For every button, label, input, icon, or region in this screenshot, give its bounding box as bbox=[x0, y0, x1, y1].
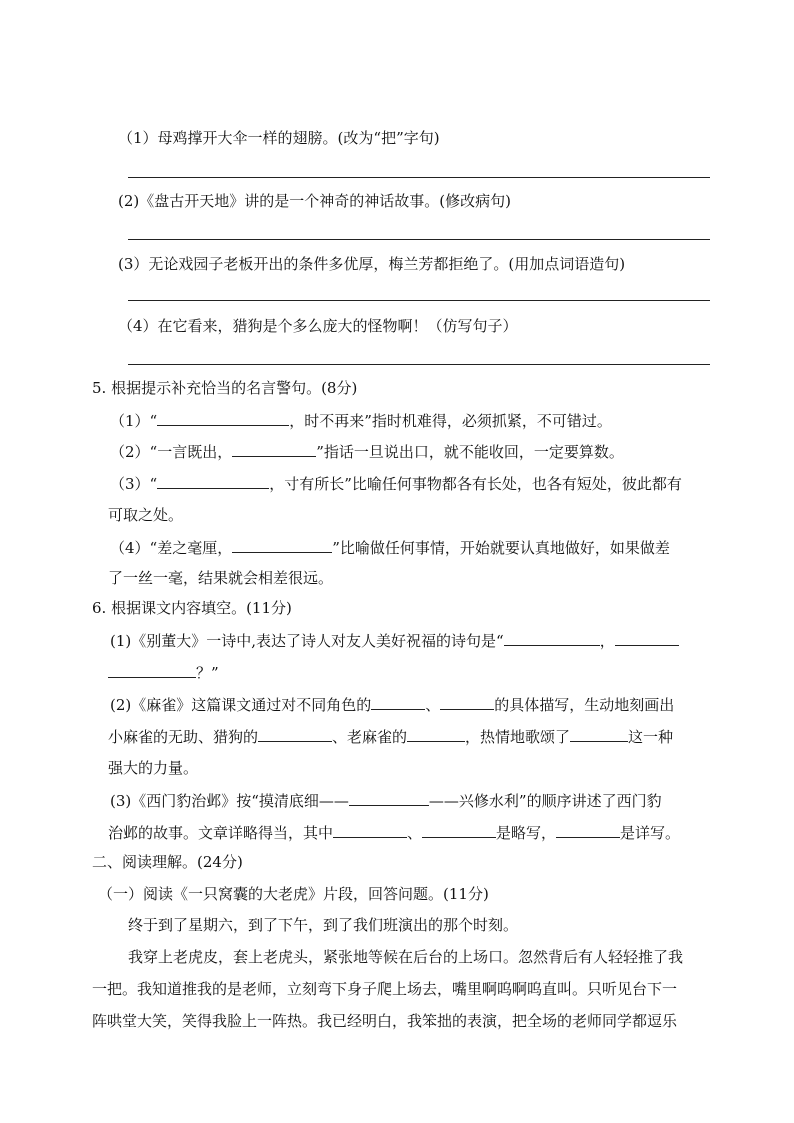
q5-item-4-continued: 了一丝一毫，结果就会相差很远。 bbox=[108, 569, 334, 587]
q6-item-3-text-e: 是略写， bbox=[496, 824, 557, 842]
q6-item-3-text-b: ——兴修水利”的顺序讲述了西门豹 bbox=[428, 792, 662, 810]
q5-item-2-text-b: ”指话一旦说出口，就不能收回，一定要算数。 bbox=[316, 443, 624, 461]
q6-item-2-continued bbox=[108, 726, 673, 747]
q6-item-2-text-b: 、 bbox=[425, 696, 441, 714]
q6-item-3-text-f: 是详写。 bbox=[620, 824, 681, 842]
q6-blank-1[interactable] bbox=[504, 630, 600, 646]
q5-item-4-text-a: （4）“差之毫厘， bbox=[110, 539, 233, 557]
rewrite-question-4: （4）在它看来，猎狗是个多么庞大的怪物啊！（仿写句子） bbox=[118, 317, 518, 335]
q6-item-2-text-f: ，热情地歌颂了 bbox=[465, 728, 571, 746]
q5-item-3-text-a: （3）“ bbox=[110, 475, 158, 493]
rewrite-question-1: （1）母鸡撑开大伞一样的翅膀。(改为“把”字句) bbox=[118, 129, 440, 147]
q6-item-2-text-e: 、老麻雀的 bbox=[332, 728, 408, 746]
q6-blank-8[interactable] bbox=[570, 726, 628, 742]
q5-blank-1[interactable] bbox=[157, 410, 289, 426]
q6-heading: 6. 根据课文内容填空。(11分) bbox=[92, 599, 292, 617]
q6-blank-6[interactable] bbox=[258, 726, 332, 742]
q6-item-1-continued bbox=[108, 662, 219, 683]
q5-item-3-text-b: ，寸有所长”比喻任何事物都各有长处，也各有短处，彼此都有 bbox=[269, 475, 682, 493]
q5-item-1 bbox=[110, 410, 612, 431]
q6-item-3-text-c: 治邺的故事。文章详略得当，其中 bbox=[108, 824, 334, 842]
q5-item-2-text-a: （2）“一言既出， bbox=[110, 443, 233, 461]
answer-line-3[interactable] bbox=[128, 300, 710, 301]
reading-section-heading: 二、阅读理解。(24分) bbox=[92, 853, 243, 871]
q5-item-4 bbox=[110, 537, 670, 558]
rewrite-question-3: (3）无论戏园子老板开出的条件多优厚，梅兰芳都拒绝了。(用加点词语造句) bbox=[118, 255, 626, 273]
q6-blank-2[interactable] bbox=[615, 630, 679, 646]
reading-paragraph-2-line-3: 阵哄堂大笑，笑得我脸上一阵热。我已经明白，我笨拙的表演，把全场的老师同学都逗乐 bbox=[92, 1012, 678, 1030]
reading-paragraph-2-line-1: 我穿上老虎皮，套上老虎头，紧张地等候在后台的上场口。忽然背后有人轻轻推了我 bbox=[128, 948, 684, 966]
q5-blank-2[interactable] bbox=[232, 441, 316, 457]
q5-blank-3[interactable] bbox=[157, 473, 269, 489]
q5-item-4-text-b: ”比喻做任何事情，开始就要认真地做好，如果做差 bbox=[332, 539, 670, 557]
q6-item-3 bbox=[110, 790, 662, 811]
q6-item-3-continued bbox=[108, 822, 680, 843]
q5-item-2 bbox=[110, 441, 624, 462]
reading-sub-heading: （一）阅读《一只窝囊的大老虎》片段，回答问题。(11分) bbox=[98, 885, 489, 903]
q6-item-2-continued-2: 强大的力量。 bbox=[108, 759, 199, 777]
q5-item-3 bbox=[110, 473, 682, 494]
q6-item-1-text-a: (1)《别董大》一诗中,表达了诗人对友人美好祝福的诗句是“ bbox=[110, 632, 504, 650]
q6-blank-7[interactable] bbox=[407, 726, 465, 742]
q6-item-2-text-g: 这一种 bbox=[628, 728, 674, 746]
q6-blank-5[interactable] bbox=[440, 694, 494, 710]
q5-item-1-text-b: ，时不再来”指时机难得，必须抓紧，不可错过。 bbox=[289, 412, 612, 430]
q6-blank-12[interactable] bbox=[556, 822, 620, 838]
q5-item-1-text-a: （1）“ bbox=[110, 412, 158, 430]
rewrite-question-2: (2)《盘古开天地》讲的是一个神奇的神话故事。(修改病句) bbox=[118, 192, 511, 210]
q5-item-3-continued: 可取之处。 bbox=[108, 506, 184, 524]
q6-blank-3[interactable] bbox=[108, 662, 196, 678]
q6-item-3-text-d: 、 bbox=[407, 824, 423, 842]
q6-item-1-text-b: ， bbox=[599, 632, 615, 650]
q6-item-1 bbox=[110, 630, 679, 651]
answer-line-2[interactable] bbox=[128, 239, 710, 240]
q6-blank-9[interactable] bbox=[349, 790, 429, 806]
q6-item-2-text-c: 的具体描写，生动地刻画出 bbox=[494, 696, 675, 714]
q6-item-1-text-c: ？” bbox=[196, 664, 219, 682]
answer-line-4[interactable] bbox=[128, 364, 710, 365]
q6-item-2 bbox=[110, 694, 674, 715]
q6-blank-11[interactable] bbox=[422, 822, 496, 838]
reading-paragraph-1: 终于到了星期六，到了下午，到了我们班演出的那个时刻。 bbox=[128, 916, 519, 934]
q6-item-2-text-a: (2)《麻雀》这篇课文通过对不同角色的 bbox=[110, 696, 372, 714]
q5-blank-4[interactable] bbox=[232, 537, 332, 553]
q6-item-3-text-a: (3)《西门豹治邺》按“摸清底细—— bbox=[110, 792, 349, 810]
q6-blank-10[interactable] bbox=[333, 822, 407, 838]
q5-heading: 5. 根据提示补充恰当的名言警句。(8分) bbox=[92, 379, 358, 397]
reading-paragraph-2-line-2: 一把。我知道推我的是老师，立刻弯下身子爬上场去，嘴里啊呜啊呜直叫。只听见台下一 bbox=[92, 980, 678, 998]
q6-blank-4[interactable] bbox=[371, 694, 425, 710]
answer-line-1[interactable] bbox=[128, 177, 710, 178]
q6-item-2-text-d: 小麻雀的无助、猎狗的 bbox=[108, 728, 259, 746]
